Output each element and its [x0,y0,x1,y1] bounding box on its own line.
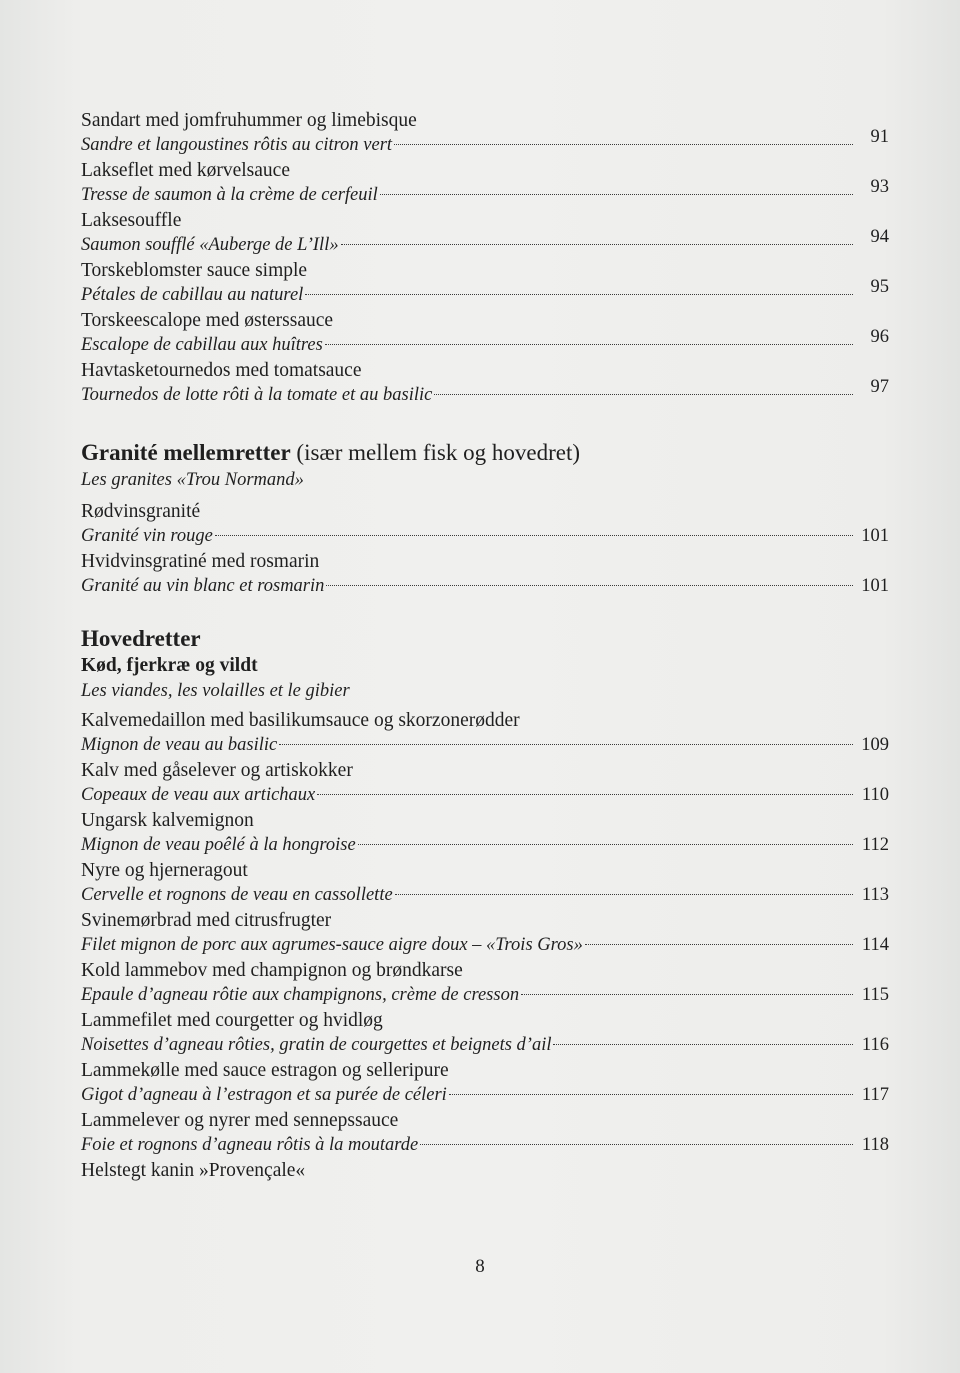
leader-dots [449,1094,853,1095]
leader-dots [395,894,853,895]
leader-dots [553,1044,853,1045]
toc-entry [81,1008,889,1058]
page-number: 117 [861,1085,889,1105]
page-number: 115 [861,985,889,1005]
french-title: Copeaux de veau aux artichaux [81,785,316,805]
page-number: 118 [861,1135,889,1155]
french-title-row [81,933,889,958]
toc-entry [81,708,889,758]
leader-dots [434,394,853,395]
french-title-row [81,277,889,308]
toc-entry [81,1058,889,1108]
toc-entry [81,858,889,908]
danish-title: Ungarsk kalvemignon [81,810,254,831]
danish-title: Lakseflet med kørvelsauce [81,160,290,181]
toc-entry [81,958,889,1008]
french-title-row [81,227,889,258]
section-heading-bold: Granité mellemretter [81,440,291,465]
french-title-row [81,1033,889,1058]
leader-dots [305,294,853,295]
page-number: 114 [861,935,889,955]
toc-entry [81,758,889,808]
french-title-row [81,127,889,158]
leader-dots [585,944,853,945]
french-title-row [81,983,889,1008]
section-subheading: Kød, fjerkræ og vildt [81,655,258,676]
french-title: Tresse de saumon à la crème de cerfeuil [81,185,378,205]
section-subtitle: Les viandes, les volailles et le gibier [81,681,350,701]
page-number: 109 [861,735,889,755]
danish-title: Hvidvinsgratiné med rosmarin [81,551,320,572]
french-title-row [81,783,889,808]
toc-entry [81,258,889,308]
danish-title: Kalv med gåselever og artiskokker [81,760,353,781]
french-title: Foie et rognons d’agneau rôtis à la moutarde [81,1135,419,1155]
french-title-row [81,327,889,358]
danish-title: Kalvemedaillon med basilikumsauce og skorzonerødder [81,710,520,731]
french-title: Sandre et langoustines rôtis au citron vert [81,135,393,155]
section-heading-note: (især mellem fisk og hovedret) [290,440,581,465]
danish-title: Rødvinsgranité [81,501,201,522]
section-subtitle: Les granites «Trou Normand» [81,470,304,490]
toc-entry [81,549,889,599]
leader-dots [325,344,853,345]
page-number: 112 [861,835,889,855]
page-number: 116 [861,1035,889,1055]
danish-title: Lammelever og nyrer med sennepssauce [81,1110,399,1131]
french-title: Noisettes d’agneau rôties, gratin de courgettes et beignets d’ail [81,1035,552,1055]
page-number: 97 [870,377,889,397]
french-title-row [81,733,889,758]
toc-entry [81,908,889,958]
danish-title: Havtasketournedos med tomatsauce [81,360,362,381]
page-number: 101 [861,526,889,546]
french-title-row [81,177,889,208]
french-title-row [81,1083,889,1108]
granite-entries [81,499,889,599]
french-title: Mignon de veau au basilic [81,735,278,755]
page-number: 94 [870,227,889,247]
danish-title: Kold lammebov med champignon og brøndkarse [81,960,463,981]
french-title: Filet mignon de porc aux agrumes-sauce aigre doux – «Trois Gros» [81,935,583,955]
french-title: Cervelle et rognons de veau en cassollette [81,885,393,905]
page-number: 91 [870,127,889,147]
toc-entry [81,499,889,549]
page-number: 101 [861,576,889,596]
french-title-row [81,833,889,858]
leader-dots [521,994,853,995]
leader-dots [317,794,853,795]
french-title-row [81,1133,889,1158]
leader-dots [341,244,853,245]
french-title: Granité vin rouge [81,526,213,546]
danish-title: Helstegt kanin »Provençale« [81,1160,306,1181]
page-number: 93 [870,177,889,197]
leader-dots [394,144,853,145]
leader-dots [326,585,853,586]
danish-title: Laksesouffle [81,210,182,231]
french-title: Gigot d’agneau à l’estragon et sa purée de céleri [81,1085,447,1105]
danish-title: Torskeescalope med østerssauce [81,310,334,331]
french-title: Tournedos de lotte rôti à la tomate et au basilic [81,385,433,405]
page-number: 113 [861,885,889,905]
hovedretter-entries [81,708,889,1183]
page-number: 110 [861,785,889,805]
french-title: Escalope de cabillau aux huîtres [81,335,323,355]
danish-title: Lammekølle med sauce estragon og selleripure [81,1060,449,1081]
french-title-row [81,883,889,908]
danish-title: Sandart med jomfruhummer og limebisque [81,110,417,131]
page-folio: 8 [475,1256,485,1277]
section-heading-granite [81,438,889,468]
danish-title: Lammefilet med courgetter og hvidløg [81,1010,383,1031]
leader-dots [279,744,853,745]
page-number: 95 [870,277,889,297]
toc-entry [81,208,889,258]
toc-entry [81,1108,889,1158]
leader-dots [380,194,853,195]
french-title-row [81,574,889,599]
french-title: Epaule d’agneau rôtie aux champignons, crème de cresson [81,985,520,1005]
french-title: Pétales de cabillau au naturel [81,285,304,305]
page-number: 96 [870,327,889,347]
danish-title: Nyre og hjerneragout [81,860,248,881]
leader-dots [358,844,853,845]
leader-dots [420,1144,853,1145]
table-of-contents [81,108,889,1183]
leader-dots [215,535,853,536]
french-title-row [81,377,889,408]
french-title: Saumon soufflé «Auberge de L’Ill» [81,235,339,255]
french-title: Mignon de veau poêlé à la hongroise [81,835,356,855]
french-title-row [81,524,889,549]
toc-entry [81,808,889,858]
toc-entry [81,158,889,208]
danish-title: Svinemørbrad med citrusfrugter [81,910,332,931]
french-title: Granité au vin blanc et rosmarin [81,576,325,596]
toc-entry [81,308,889,358]
fish-entries [81,108,889,408]
toc-entry [81,108,889,158]
danish-title: Torskeblomster sauce simple [81,260,308,281]
toc-entry [81,358,889,408]
section-heading-hovedretter: Hovedretter [81,626,201,651]
